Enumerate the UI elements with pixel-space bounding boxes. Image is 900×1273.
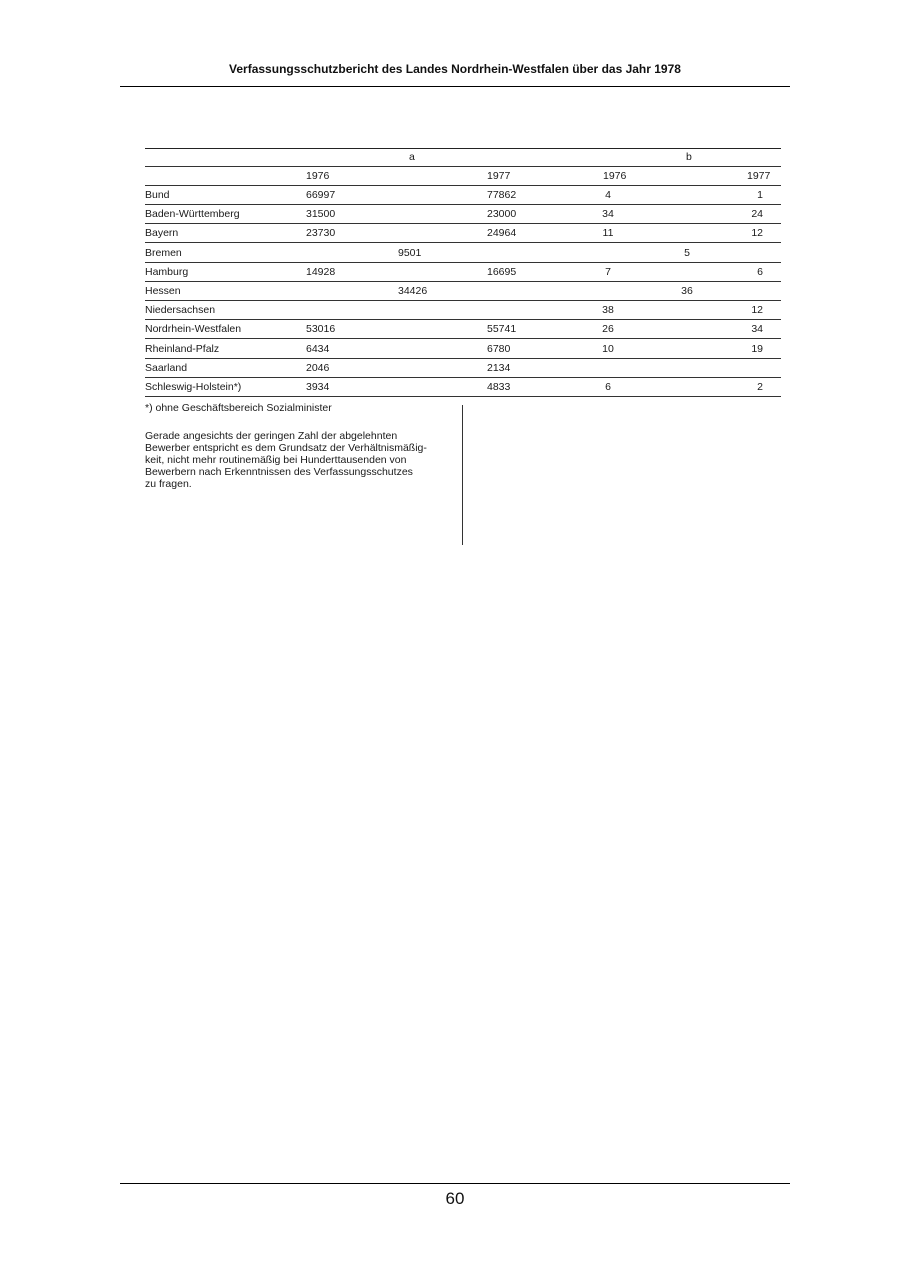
paragraph-line: zu fragen.: [145, 478, 192, 490]
row-rule: [145, 281, 781, 282]
page-number: 60: [445, 1189, 465, 1208]
cell-a1976: 6434: [306, 342, 330, 355]
cell-b1977: 1: [757, 189, 763, 201]
cell-a1977: 16695: [487, 265, 517, 278]
document-header: Verfassungsschutzbericht des Landes Nordrhein-Westfalen über das Jahr 1978: [229, 62, 681, 76]
row-rule: [145, 262, 781, 263]
cell-a1976: 66997: [306, 189, 336, 201]
row-rule: [145, 319, 781, 320]
cell-a1976: 14928: [306, 265, 336, 278]
cell-a1977: 55741: [487, 323, 517, 336]
paragraph-line: Bewerber entspricht es dem Grundsatz der Verhältnismäßig-: [145, 442, 427, 454]
cell-b1976: 38: [602, 304, 614, 317]
year-a-1976: 1976: [306, 170, 330, 182]
row-label: Nordrhein-Westfalen: [145, 323, 242, 336]
row-rule: [145, 204, 781, 205]
cell-b1976: 11: [602, 227, 614, 240]
cell-a1977: 4833: [487, 381, 511, 393]
cell-a1977: 24964: [487, 227, 517, 240]
row-label: Hamburg: [145, 265, 189, 278]
cell-b1977: 12: [751, 227, 763, 240]
scanned-excerpt: [143, 140, 783, 545]
year-b-1976: 1976: [603, 170, 627, 182]
body-paragraph: [145, 430, 445, 490]
cell-b1976: 10: [602, 342, 614, 355]
cell-a1977: 77862: [487, 189, 517, 201]
cell-b1977: 12: [751, 304, 763, 317]
row-rule: [145, 377, 781, 378]
cell-b-merged: 5: [684, 246, 690, 259]
cell-b1977: 6: [757, 265, 763, 278]
table-top-rule: [145, 148, 781, 149]
row-label: Baden-Württemberg: [145, 208, 240, 221]
paragraph-line: Gerade angesichts der geringen Zahl der abgelehnten: [145, 430, 398, 442]
row-rule: [145, 300, 781, 301]
column-divider: [462, 405, 463, 545]
row-label: Schleswig-Holstein*): [145, 381, 242, 393]
cell-a1976: 53016: [306, 323, 336, 336]
row-label: Saarland: [145, 361, 188, 374]
cell-a1976: 31500: [306, 208, 336, 221]
row-rule: [145, 242, 781, 243]
cell-a1977: 6780: [487, 342, 511, 355]
cell-b1976: 6: [605, 381, 611, 393]
row-rule: [145, 338, 781, 339]
cell-b1976: 34: [602, 208, 614, 221]
cell-b1977: 19: [751, 342, 763, 355]
row-label: Bund: [145, 189, 170, 201]
cell-a1977: 2134: [487, 361, 511, 374]
group-a-label: a: [409, 151, 415, 163]
row-label: Hessen: [145, 285, 181, 297]
year-a-1977: 1977: [487, 170, 511, 182]
group-b-label: b: [686, 151, 692, 163]
group-rule: [145, 166, 781, 167]
header-rule: [120, 86, 790, 87]
paragraph-line: keit, nicht mehr routinemäßig bei Hunderttausenden von: [145, 454, 407, 466]
year-b-1977: 1977: [747, 170, 771, 182]
cell-b1976: 4: [605, 189, 611, 201]
cell-a-merged: 34426: [398, 285, 428, 297]
cell-a-merged: 9501: [398, 246, 422, 259]
row-rule: [145, 396, 781, 397]
paragraph-line: Bewerbern nach Erkenntnissen des Verfassungsschutzes: [145, 466, 413, 478]
cell-a1976: 23730: [306, 227, 336, 240]
row-label: Bremen: [145, 246, 182, 259]
cell-b1977: 34: [751, 323, 763, 336]
row-label: Niedersachsen: [145, 304, 216, 317]
cell-b1977: 2: [757, 381, 763, 393]
row-rule: [145, 358, 781, 359]
cell-a1976: 3934: [306, 381, 330, 393]
cell-b1977: 24: [751, 208, 763, 221]
cell-b1976: 26: [602, 323, 614, 336]
footnote: *) ohne Geschäftsbereich Sozialminister: [145, 402, 332, 414]
row-label: Bayern: [145, 227, 179, 240]
cell-a1976: 2046: [306, 361, 330, 374]
cell-b1976: 7: [605, 265, 611, 278]
cell-a1977: 23000: [487, 208, 517, 221]
year-rule: [145, 185, 781, 186]
cell-b-merged: 36: [681, 285, 693, 297]
row-label: Rheinland-Pfalz: [145, 342, 220, 355]
footer-rule: [120, 1183, 790, 1184]
row-rule: [145, 223, 781, 224]
